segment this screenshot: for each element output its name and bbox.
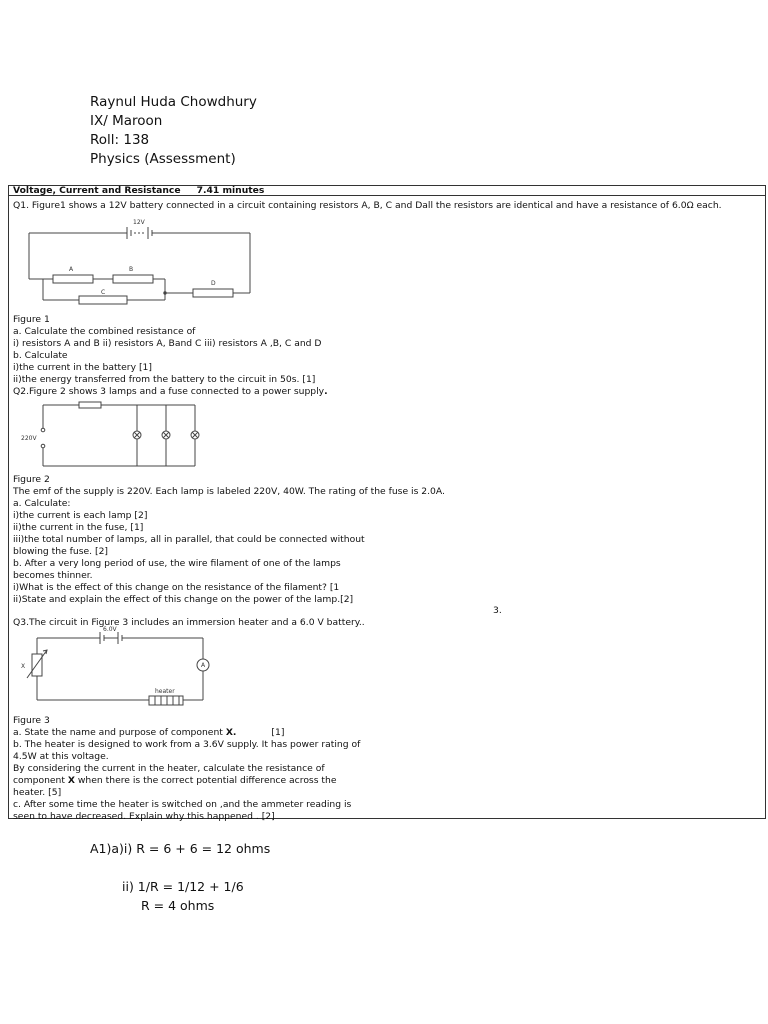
- q2-line: blowing the fuse. [2]: [13, 546, 108, 557]
- resistor-a-label: A: [69, 266, 74, 273]
- resistor-d-label: D: [211, 280, 216, 287]
- q3-line-a-bold: X.: [225, 727, 237, 738]
- q3-line-a-text: a. State the name and purpose of component: [13, 727, 226, 738]
- resistor-b-label: B: [129, 266, 134, 273]
- answer-line-3: R = 4 ohms: [141, 898, 215, 913]
- q2-line: ii)the current in the fuse, [1]: [13, 522, 144, 533]
- q3-line: seen to have decreased. Explain why this happened . [2]: [13, 811, 275, 822]
- figure-1-circuit: [17, 218, 253, 308]
- q3-line-a: [13, 727, 284, 739]
- fuse: [79, 402, 101, 408]
- page-number: 3.: [493, 605, 502, 616]
- q2-line: becomes thinner.: [13, 570, 93, 581]
- figure-2-circuit: [17, 400, 207, 470]
- q3-line: c. After some time the heater is switched on ,and the ammeter reading is: [13, 799, 352, 810]
- supply-label: 220V: [21, 435, 37, 442]
- resistor-a: [53, 275, 93, 283]
- q2-line: iii)the total number of lamps, all in parallel, that could be connected without: [13, 534, 365, 545]
- q3-line: heater. [5]: [13, 787, 62, 798]
- answer-line-2: ii) 1/R = 1/12 + 1/6: [122, 879, 244, 894]
- q1-line: i)the current in the battery [1]: [13, 362, 152, 373]
- worksheet-time: 7.41 minutes: [196, 185, 265, 196]
- q1-line: a. Calculate the combined resistance of: [13, 326, 196, 337]
- student-roll: Roll: 138: [90, 132, 150, 148]
- q2-line: The emf of the supply is 220V. Each lamp is labeled 220V, 40W. The rating of the fuse is 2.0A.: [13, 486, 445, 497]
- q2-line: ii)State and explain the effect of this change on the power of the lamp.[2]: [13, 594, 354, 605]
- q2-line: b. After a very long period of use, the wire filament of one of the lamps: [13, 558, 341, 569]
- q2-intro: [13, 386, 328, 398]
- q3-comp-text: component: [13, 775, 68, 786]
- worksheet-box: [8, 185, 766, 822]
- student-header: [90, 93, 257, 169]
- resistor-c-label: C: [101, 289, 106, 296]
- ammeter-label: A: [201, 662, 206, 669]
- supply-terminal: [41, 444, 45, 448]
- student-name: Raynul Huda Chowdhury: [90, 94, 257, 110]
- q1-line: b. Calculate: [13, 350, 68, 361]
- figure-1-caption: Figure 1: [13, 314, 50, 325]
- q3-comp-text-end: when there is the correct potential difference across the: [75, 775, 337, 786]
- q1-line: i) resistors A and B ii) resistors A, Band C iii) resistors A ,B, C and D: [13, 338, 322, 349]
- supply-terminal: [41, 428, 45, 432]
- q2-line: i)What is the effect of this change on the resistance of the filament? [1: [13, 582, 340, 593]
- q3-line-a-mark: [1]: [236, 727, 285, 738]
- figure-3-caption: Figure 3: [13, 715, 50, 726]
- fig3-battery-label: 6.0V: [103, 626, 117, 633]
- q3-intro: Q3.The circuit in Figure 3 includes an immersion heater and a 6.0 V battery..: [13, 617, 365, 628]
- answer-line-1: A1)a)i) R = 6 + 6 = 12 ohms: [90, 841, 271, 856]
- heater-label: heater: [155, 688, 175, 695]
- figure-2-caption: Figure 2: [13, 474, 50, 485]
- q2-intro-end: .: [324, 386, 328, 397]
- q3-line: b. The heater is designed to work from a 3.6V supply. It has power rating of: [13, 739, 361, 750]
- q2-line: i)the current is each lamp [2]: [13, 510, 148, 521]
- student-class: IX/ Maroon: [90, 113, 163, 129]
- resistor-d: [193, 289, 233, 297]
- resistor-c: [79, 296, 127, 304]
- component-x-label: X: [21, 663, 26, 670]
- q3-line: 4.5W at this voltage.: [13, 751, 109, 762]
- worksheet-title: [13, 185, 264, 197]
- resistor-b: [113, 275, 153, 283]
- q3-comp-bold: X: [67, 775, 75, 786]
- q1-line: ii)the energy transferred from the battery to the circuit in 50s. [1]: [13, 374, 316, 385]
- q1-intro: Q1. Figure1 shows a 12V battery connected in a circuit containing resistors A, B, C and Dall the resistors are identical and have a resistance of 6.0Ω each.: [13, 200, 722, 211]
- subject-title: Physics (Assessment): [90, 151, 236, 167]
- fig1-junction: [164, 292, 166, 294]
- q2-line: a. Calculate:: [13, 498, 71, 509]
- variable-resistor-x: [32, 654, 42, 676]
- q3-line-component: [13, 775, 337, 787]
- q2-intro-text: Q2.Figure 2 shows 3 lamps and a fuse connected to a power supply: [13, 386, 325, 397]
- q3-line: By considering the current in the heater, calculate the resistance of: [13, 763, 325, 774]
- heater: [149, 696, 183, 705]
- figure-3-circuit: [15, 626, 215, 718]
- worksheet-title-text: Voltage, Current and Resistance: [13, 185, 181, 196]
- fig1-battery-label: 12V: [133, 219, 145, 226]
